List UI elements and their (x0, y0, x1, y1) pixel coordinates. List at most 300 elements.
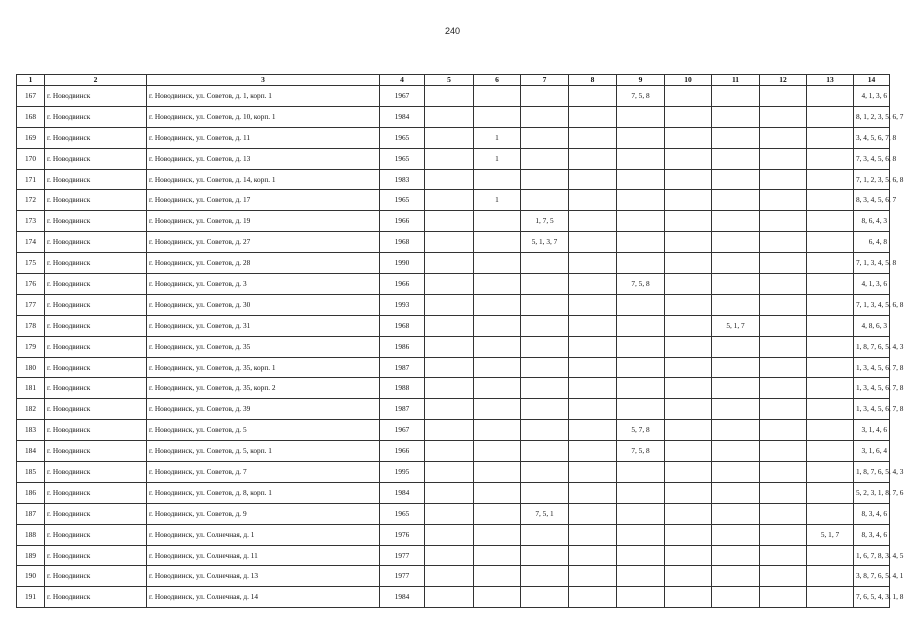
cell-col-6 (474, 420, 521, 441)
cell-address: г. Новодвинск, ул. Советов, д. 13 (147, 148, 380, 169)
cell-year: 1965 (380, 127, 425, 148)
cell-year: 1977 (380, 545, 425, 566)
cell-col-14: 1, 6, 7, 8, 3, 4, 5 (854, 545, 890, 566)
cell-col-5 (425, 253, 474, 274)
cell-col-5 (425, 148, 474, 169)
cell-col-9 (617, 357, 665, 378)
cell-col-11 (712, 587, 760, 608)
table-row (17, 482, 890, 503)
cell-col-9 (617, 148, 665, 169)
cell-col-9 (617, 232, 665, 253)
table-row (17, 127, 890, 148)
cell-row-number: 177 (17, 294, 45, 315)
cell-row-number: 182 (17, 399, 45, 420)
cell-col-11 (712, 441, 760, 462)
cell-col-11 (712, 482, 760, 503)
cell-col-12 (760, 232, 807, 253)
cell-col-9 (617, 315, 665, 336)
cell-col-13 (807, 106, 854, 127)
cell-col-5 (425, 211, 474, 232)
cell-col-9: 7, 5, 8 (617, 441, 665, 462)
cell-city: г. Новодвинск (45, 127, 147, 148)
cell-col-5 (425, 190, 474, 211)
cell-col-8 (569, 545, 617, 566)
cell-col-5 (425, 169, 474, 190)
cell-col-11 (712, 524, 760, 545)
cell-city: г. Новодвинск (45, 294, 147, 315)
cell-col-11 (712, 127, 760, 148)
cell-col-7 (521, 399, 569, 420)
cell-col-9 (617, 482, 665, 503)
cell-col-7: 1, 7, 5 (521, 211, 569, 232)
cell-col-10 (665, 294, 712, 315)
cell-row-number: 176 (17, 274, 45, 295)
cell-col-14: 7, 1, 3, 4, 5, 8 (854, 253, 890, 274)
cell-city: г. Новодвинск (45, 253, 147, 274)
cell-col-13 (807, 86, 854, 107)
cell-col-11 (712, 106, 760, 127)
cell-col-10 (665, 357, 712, 378)
cell-col-14: 8, 3, 4, 6 (854, 524, 890, 545)
cell-col-9 (617, 524, 665, 545)
cell-col-12 (760, 190, 807, 211)
cell-col-8 (569, 253, 617, 274)
cell-address: г. Новодвинск, ул. Советов, д. 11 (147, 127, 380, 148)
cell-col-7 (521, 545, 569, 566)
cell-col-7 (521, 462, 569, 483)
cell-col-6 (474, 482, 521, 503)
cell-address: г. Новодвинск, ул. Советов, д. 31 (147, 315, 380, 336)
cell-col-5 (425, 566, 474, 587)
cell-col-13 (807, 441, 854, 462)
cell-col-7 (521, 524, 569, 545)
cell-col-14: 7, 3, 4, 5, 6, 8 (854, 148, 890, 169)
cell-col-8 (569, 211, 617, 232)
cell-col-7 (521, 274, 569, 295)
cell-city: г. Новодвинск (45, 190, 147, 211)
cell-col-12 (760, 441, 807, 462)
column-header-14: 14 (854, 75, 890, 86)
cell-col-11 (712, 357, 760, 378)
cell-col-6 (474, 253, 521, 274)
cell-col-11 (712, 211, 760, 232)
column-header-2: 2 (45, 75, 147, 86)
cell-col-10 (665, 253, 712, 274)
cell-col-14: 3, 4, 5, 6, 7, 8 (854, 127, 890, 148)
cell-col-6 (474, 315, 521, 336)
column-header-13: 13 (807, 75, 854, 86)
cell-col-7 (521, 86, 569, 107)
cell-col-12 (760, 274, 807, 295)
cell-row-number: 185 (17, 462, 45, 483)
cell-address: г. Новодвинск, ул. Советов, д. 39 (147, 399, 380, 420)
table-row (17, 190, 890, 211)
cell-col-7 (521, 148, 569, 169)
cell-city: г. Новодвинск (45, 169, 147, 190)
cell-row-number: 173 (17, 211, 45, 232)
cell-row-number: 189 (17, 545, 45, 566)
table-row (17, 169, 890, 190)
cell-col-7 (521, 253, 569, 274)
cell-city: г. Новодвинск (45, 587, 147, 608)
cell-col-12 (760, 503, 807, 524)
cell-row-number: 170 (17, 148, 45, 169)
cell-col-10 (665, 482, 712, 503)
cell-city: г. Новодвинск (45, 462, 147, 483)
cell-city: г. Новодвинск (45, 503, 147, 524)
table-row (17, 315, 890, 336)
cell-year: 1987 (380, 399, 425, 420)
cell-year: 1967 (380, 86, 425, 107)
cell-year: 1965 (380, 148, 425, 169)
column-header-11: 11 (712, 75, 760, 86)
cell-col-5 (425, 232, 474, 253)
cell-col-7 (521, 378, 569, 399)
cell-col-13 (807, 148, 854, 169)
cell-col-8 (569, 399, 617, 420)
cell-col-8 (569, 357, 617, 378)
cell-address: г. Новодвинск, ул. Советов, д. 10, корп. 1 (147, 106, 380, 127)
cell-col-14: 7, 1, 3, 4, 5, 6, 8 (854, 294, 890, 315)
cell-col-10 (665, 441, 712, 462)
cell-col-13 (807, 378, 854, 399)
cell-col-9 (617, 169, 665, 190)
cell-col-7: 5, 1, 3, 7 (521, 232, 569, 253)
cell-city: г. Новодвинск (45, 524, 147, 545)
cell-col-6 (474, 462, 521, 483)
cell-col-9: 5, 7, 8 (617, 420, 665, 441)
cell-col-6 (474, 211, 521, 232)
cell-row-number: 181 (17, 378, 45, 399)
cell-col-5 (425, 482, 474, 503)
cell-col-12 (760, 524, 807, 545)
cell-year: 1995 (380, 462, 425, 483)
table-row (17, 399, 890, 420)
table-row (17, 336, 890, 357)
cell-col-11 (712, 190, 760, 211)
cell-col-8 (569, 169, 617, 190)
cell-col-14: 7, 6, 5, 4, 3, 1, 8 (854, 587, 890, 608)
cell-col-9 (617, 106, 665, 127)
cell-row-number: 174 (17, 232, 45, 253)
cell-col-8 (569, 503, 617, 524)
cell-col-12 (760, 148, 807, 169)
cell-col-6 (474, 566, 521, 587)
cell-col-11: 5, 1, 7 (712, 315, 760, 336)
cell-city: г. Новодвинск (45, 106, 147, 127)
registry-table (16, 74, 904, 608)
column-header-10: 10 (665, 75, 712, 86)
cell-address: г. Новодвинск, ул. Советов, д. 35 (147, 336, 380, 357)
cell-col-13 (807, 294, 854, 315)
cell-col-8 (569, 441, 617, 462)
cell-col-10 (665, 148, 712, 169)
cell-col-10 (665, 127, 712, 148)
cell-col-5 (425, 86, 474, 107)
table-row (17, 441, 890, 462)
cell-row-number: 190 (17, 566, 45, 587)
cell-col-8 (569, 106, 617, 127)
cell-city: г. Новодвинск (45, 336, 147, 357)
cell-col-11 (712, 503, 760, 524)
cell-col-14: 5, 2, 3, 1, 8, 7, 6 (854, 482, 890, 503)
cell-address: г. Новодвинск, ул. Солнечная, д. 13 (147, 566, 380, 587)
table-body (17, 86, 904, 608)
cell-col-9 (617, 336, 665, 357)
cell-col-7 (521, 482, 569, 503)
cell-col-10 (665, 86, 712, 107)
cell-col-5 (425, 524, 474, 545)
cell-col-6 (474, 441, 521, 462)
cell-col-13 (807, 482, 854, 503)
cell-col-12 (760, 482, 807, 503)
cell-year: 1977 (380, 566, 425, 587)
column-header-3: 3 (147, 75, 380, 86)
cell-col-5 (425, 106, 474, 127)
cell-col-10 (665, 336, 712, 357)
cell-col-10 (665, 232, 712, 253)
cell-col-5 (425, 357, 474, 378)
cell-col-13 (807, 190, 854, 211)
cell-col-7 (521, 190, 569, 211)
cell-col-11 (712, 232, 760, 253)
cell-city: г. Новодвинск (45, 315, 147, 336)
cell-col-14: 4, 1, 3, 6 (854, 86, 890, 107)
cell-col-9 (617, 462, 665, 483)
table-row (17, 211, 890, 232)
cell-address: г. Новодвинск, ул. Советов, д. 35, корп. 2 (147, 378, 380, 399)
cell-col-9 (617, 190, 665, 211)
cell-address: г. Новодвинск, ул. Советов, д. 8, корп. 1 (147, 482, 380, 503)
cell-col-8 (569, 232, 617, 253)
cell-year: 1993 (380, 294, 425, 315)
cell-col-10 (665, 315, 712, 336)
cell-col-13 (807, 211, 854, 232)
cell-col-13 (807, 315, 854, 336)
cell-col-6 (474, 545, 521, 566)
cell-city: г. Новодвинск (45, 399, 147, 420)
cell-row-number: 191 (17, 587, 45, 608)
cell-col-10 (665, 211, 712, 232)
cell-row-number: 175 (17, 253, 45, 274)
cell-year: 1987 (380, 357, 425, 378)
cell-address: г. Новодвинск, ул. Солнечная, д. 14 (147, 587, 380, 608)
cell-col-12 (760, 106, 807, 127)
cell-col-10 (665, 378, 712, 399)
cell-city: г. Новодвинск (45, 232, 147, 253)
cell-year: 1988 (380, 378, 425, 399)
cell-col-7 (521, 441, 569, 462)
cell-col-7 (521, 106, 569, 127)
cell-col-11 (712, 399, 760, 420)
cell-city: г. Новодвинск (45, 378, 147, 399)
cell-col-10 (665, 524, 712, 545)
cell-col-10 (665, 566, 712, 587)
cell-col-7 (521, 566, 569, 587)
cell-col-11 (712, 294, 760, 315)
cell-row-number: 186 (17, 482, 45, 503)
cell-row-number: 188 (17, 524, 45, 545)
cell-col-10 (665, 169, 712, 190)
cell-col-12 (760, 399, 807, 420)
cell-row-number: 187 (17, 503, 45, 524)
cell-col-8 (569, 190, 617, 211)
cell-year: 1966 (380, 274, 425, 295)
cell-row-number: 169 (17, 127, 45, 148)
cell-col-12 (760, 336, 807, 357)
cell-col-12 (760, 253, 807, 274)
cell-col-11 (712, 378, 760, 399)
cell-col-14: 3, 1, 6, 4 (854, 441, 890, 462)
cell-year: 1967 (380, 420, 425, 441)
table-row (17, 545, 890, 566)
table-row (17, 524, 890, 545)
cell-col-12 (760, 420, 807, 441)
cell-col-12 (760, 462, 807, 483)
cell-row-number: 183 (17, 420, 45, 441)
cell-col-14: 7, 1, 2, 3, 5, 6, 8 (854, 169, 890, 190)
column-header-12: 12 (760, 75, 807, 86)
cell-row-number: 167 (17, 86, 45, 107)
cell-year: 1965 (380, 190, 425, 211)
cell-col-11 (712, 566, 760, 587)
cell-row-number: 171 (17, 169, 45, 190)
cell-city: г. Новодвинск (45, 148, 147, 169)
cell-col-5 (425, 545, 474, 566)
column-header-6: 6 (474, 75, 521, 86)
cell-col-5 (425, 420, 474, 441)
cell-col-6 (474, 503, 521, 524)
cell-col-12 (760, 294, 807, 315)
cell-row-number: 172 (17, 190, 45, 211)
cell-address: г. Новодвинск, ул. Советов, д. 35, корп. 1 (147, 357, 380, 378)
cell-col-9 (617, 503, 665, 524)
cell-col-9 (617, 294, 665, 315)
cell-col-8 (569, 566, 617, 587)
cell-col-9 (617, 399, 665, 420)
cell-col-14: 1, 8, 7, 6, 5, 4, 3 (854, 462, 890, 483)
cell-address: г. Новодвинск, ул. Советов, д. 14, корп. 1 (147, 169, 380, 190)
cell-col-5 (425, 441, 474, 462)
cell-col-6 (474, 294, 521, 315)
cell-address: г. Новодвинск, ул. Советов, д. 7 (147, 462, 380, 483)
cell-col-10 (665, 462, 712, 483)
cell-col-11 (712, 420, 760, 441)
cell-col-13 (807, 253, 854, 274)
cell-col-8 (569, 127, 617, 148)
cell-address: г. Новодвинск, ул. Советов, д. 17 (147, 190, 380, 211)
cell-col-6 (474, 587, 521, 608)
cell-col-13 (807, 274, 854, 295)
cell-col-11 (712, 336, 760, 357)
cell-address: г. Новодвинск, ул. Советов, д. 1, корп. 1 (147, 86, 380, 107)
table-row (17, 232, 890, 253)
cell-col-9 (617, 211, 665, 232)
cell-col-8 (569, 315, 617, 336)
cell-col-12 (760, 315, 807, 336)
cell-col-6: 1 (474, 127, 521, 148)
cell-col-9 (617, 587, 665, 608)
cell-col-13 (807, 336, 854, 357)
cell-col-7 (521, 169, 569, 190)
cell-col-10 (665, 587, 712, 608)
table-row (17, 274, 890, 295)
cell-col-6 (474, 274, 521, 295)
cell-col-6 (474, 357, 521, 378)
cell-col-6 (474, 169, 521, 190)
cell-col-11 (712, 253, 760, 274)
cell-col-9 (617, 127, 665, 148)
cell-col-10 (665, 503, 712, 524)
column-header-9: 9 (617, 75, 665, 86)
cell-col-12 (760, 86, 807, 107)
cell-col-8 (569, 294, 617, 315)
cell-col-10 (665, 190, 712, 211)
cell-city: г. Новодвинск (45, 211, 147, 232)
cell-address: г. Новодвинск, ул. Советов, д. 27 (147, 232, 380, 253)
cell-col-9: 7, 5, 8 (617, 86, 665, 107)
cell-col-6: 1 (474, 190, 521, 211)
cell-col-11 (712, 169, 760, 190)
cell-col-5 (425, 587, 474, 608)
cell-col-9 (617, 378, 665, 399)
cell-col-12 (760, 127, 807, 148)
cell-col-13 (807, 127, 854, 148)
cell-col-6 (474, 336, 521, 357)
cell-col-7 (521, 294, 569, 315)
cell-col-14: 1, 3, 4, 5, 6, 7, 8 (854, 399, 890, 420)
cell-year: 1966 (380, 211, 425, 232)
cell-city: г. Новодвинск (45, 545, 147, 566)
cell-col-14: 1, 8, 7, 6, 5, 4, 3 (854, 336, 890, 357)
cell-address: г. Новодвинск, ул. Советов, д. 5, корп. 1 (147, 441, 380, 462)
cell-col-13 (807, 420, 854, 441)
cell-year: 1984 (380, 106, 425, 127)
cell-col-10 (665, 420, 712, 441)
cell-col-8 (569, 336, 617, 357)
cell-col-13 (807, 357, 854, 378)
cell-col-10 (665, 106, 712, 127)
cell-address: г. Новодвинск, ул. Советов, д. 30 (147, 294, 380, 315)
cell-col-6 (474, 399, 521, 420)
column-header-8: 8 (569, 75, 617, 86)
cell-city: г. Новодвинск (45, 86, 147, 107)
cell-col-12 (760, 587, 807, 608)
table-row (17, 106, 890, 127)
cell-col-11 (712, 545, 760, 566)
column-header-1: 1 (17, 75, 45, 86)
cell-col-9 (617, 566, 665, 587)
table-row (17, 294, 890, 315)
cell-col-14: 3, 1, 4, 6 (854, 420, 890, 441)
header-row (17, 75, 890, 86)
cell-col-11 (712, 86, 760, 107)
cell-col-7 (521, 420, 569, 441)
cell-address: г. Новодвинск, ул. Советов, д. 5 (147, 420, 380, 441)
cell-col-8 (569, 274, 617, 295)
cell-col-13 (807, 587, 854, 608)
table-row (17, 587, 890, 608)
cell-col-5 (425, 378, 474, 399)
cell-col-14: 3, 8, 7, 6, 5, 4, 1 (854, 566, 890, 587)
table-row (17, 86, 890, 107)
cell-col-7 (521, 587, 569, 608)
cell-col-7 (521, 357, 569, 378)
cell-col-11 (712, 274, 760, 295)
cell-col-10 (665, 399, 712, 420)
cell-col-8 (569, 86, 617, 107)
cell-col-8 (569, 378, 617, 399)
